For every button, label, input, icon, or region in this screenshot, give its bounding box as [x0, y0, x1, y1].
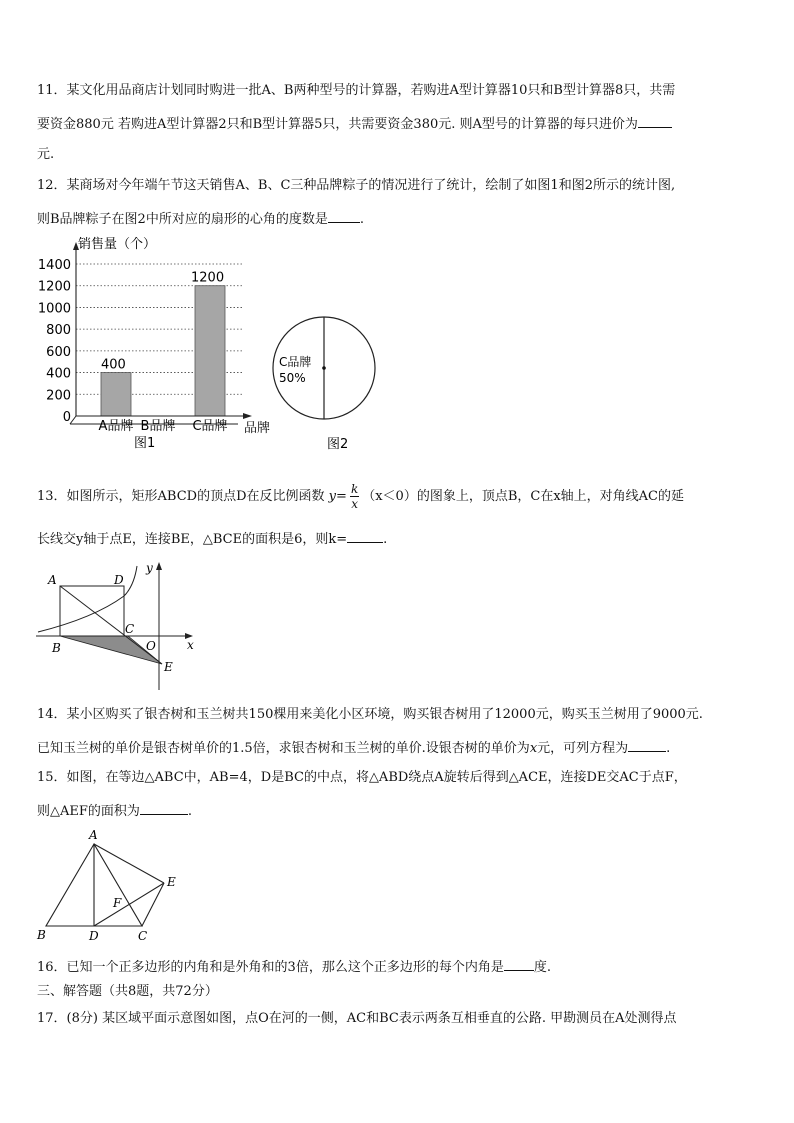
q11-line-2-text: 要资金880元 若购进A型计算器2只和B型计算器5只，共需要资金380元. 则A型号的计算器的每只进价为: [37, 117, 638, 132]
q14-line-2-text-b: 元，可列方程为: [537, 741, 629, 756]
q14-line-2-text-a: 已知玉兰树的单价是银杏树单价的1.5倍，求银杏树和玉兰树的单价.设银杏树的单价为: [37, 741, 530, 756]
q13-func-eq: =: [336, 489, 347, 504]
q15-line-2-end: .: [187, 804, 193, 819]
point-label-c: C: [125, 622, 135, 636]
q14-variable-x: x: [529, 741, 538, 756]
q13-line-1-text-a: 13．如图所示，矩形ABCD的顶点D在反比例函数: [37, 489, 325, 504]
y-tick-label-4: 800: [46, 323, 71, 339]
answer-blank-q12: [328, 210, 360, 223]
point-label-d: D: [89, 929, 99, 943]
bar-chart-figure-1: [30, 232, 280, 454]
figure-2-caption: 图2: [327, 437, 349, 452]
x-category-label-2: C品牌: [192, 419, 228, 434]
point-label-o: O: [146, 639, 156, 653]
q13-fraction-denominator: x: [351, 497, 358, 511]
bar-chart-category-labels: [99, 418, 228, 434]
q13-line-2-text: 长线交y轴于点E，连接BE，△BCE的面积是6，则k=: [37, 532, 348, 547]
point-label-f: F: [113, 896, 122, 910]
q13-fraction: [350, 482, 359, 511]
q13-figure: [34, 558, 204, 693]
x-category-label-0: A品牌: [98, 419, 134, 434]
q14-line-2: [37, 739, 670, 757]
q16-line-1-text: 16．已知一个正多边形的内角和是外角和的3倍，那么这个正多边形的每个内角是: [37, 960, 504, 975]
bar-0: [101, 373, 131, 416]
q15-line-2: [37, 802, 192, 820]
segment-ae: [94, 844, 164, 883]
point-label-a: A: [48, 573, 57, 587]
answer-blank-q15: [140, 802, 188, 815]
q11-line-3: 元.: [37, 147, 55, 162]
point-label-b: B: [52, 641, 61, 655]
q17-line-1: 17．(8分) 某区域平面示意图如图，点O在河的一侧，AC和BC表示两条互相垂直的公路. 甲勘测员在A处测得点: [37, 1011, 677, 1026]
point-label-c: C: [138, 929, 148, 943]
q15-line-1: 15．如图，在等边△ABC中，AB=4，D是BC的中点，将△ABD绕点A旋转后得到△ACE，连接DE交AC于点F，: [37, 770, 687, 785]
x-axis-arrow: [243, 413, 252, 419]
q13-line-1-text-b: （x＜0）的图象上，顶点B，C在x轴上，对角线AC的延: [362, 489, 684, 504]
point-label-e: E: [167, 875, 176, 889]
y-tick-label-7: 1400: [37, 258, 71, 273]
pie-slice-label-c: C品牌: [279, 355, 312, 369]
bar-chart-tick-labels: [38, 258, 71, 425]
q11-line-1: 11．某文化用品商店计划同时购进一批A、B两种型号的计算器，若购进A型计算器10只和B型计算器8只，共需: [37, 83, 676, 98]
q16-line-1-end: 度.: [533, 960, 551, 975]
q12-line-2-end: .: [359, 212, 364, 227]
q13-line-1: [37, 482, 684, 511]
section-3-heading: 三、解答题（共8题，共72分）: [37, 984, 218, 999]
point-label-e: E: [164, 660, 173, 674]
bar-value-label-0: 400: [101, 357, 126, 373]
pie-center-dot: [322, 366, 326, 370]
q13-fraction-numerator: k: [350, 482, 359, 496]
q14-line-2-end: .: [666, 741, 671, 756]
point-label-d: D: [114, 573, 124, 587]
y-tick-label-1: 200: [46, 388, 71, 404]
q15-line-2-text: 则△AEF的面积为: [37, 804, 140, 819]
y-axis-arrow: [156, 562, 162, 570]
y-tick-label-0: 0: [62, 410, 71, 425]
q12-line-2-text: 则B品牌粽子在图2中所对应的扇形的心角的度数是: [37, 212, 328, 227]
bar-chart-y-axis-label: 销售量（个）: [78, 237, 157, 252]
bar-chart-bars: [101, 286, 225, 416]
figure-1-caption: 图1: [134, 436, 156, 451]
answer-blank-q11: [638, 115, 672, 128]
answer-blank-q13: [347, 530, 383, 543]
bar-chart-x-axis-label: 品牌: [244, 421, 271, 436]
q14-line-1: 14．某小区购买了银杏树和玉兰树共150棵用来美化小区环境，购买银杏树用了12000元，购买玉兰树用了9000元.: [37, 707, 703, 722]
point-label-a: A: [89, 828, 98, 842]
y-tick-label-6: 1200: [37, 279, 71, 295]
q16-line-1: [37, 958, 551, 976]
q13-func-y: y: [328, 489, 337, 504]
answer-blank-q16: [504, 958, 534, 971]
q13-line-2-end: .: [383, 532, 388, 547]
axis-label-y: y: [146, 561, 153, 575]
pie-chart-figure-2: [270, 312, 382, 457]
q12-line-2: [37, 210, 364, 228]
bar-2: [195, 286, 225, 416]
q12-line-1: 12．某商场对今年端午节这天销售A、B、C三种品牌粽子的情况进行了统计，绘制了如图1和图2所示的统计图,: [37, 178, 676, 193]
q15-figure: [34, 826, 184, 944]
y-tick-label-2: 400: [46, 366, 71, 382]
q11-line-2: [37, 115, 672, 133]
point-label-b: B: [37, 928, 46, 942]
y-tick-label-3: 600: [46, 344, 71, 360]
q13-line-2: [37, 530, 387, 548]
answer-blank-q14: [628, 739, 666, 752]
x-category-label-1: B品牌: [140, 419, 176, 434]
y-tick-label-5: 1000: [37, 301, 71, 317]
axis-label-x: x: [187, 638, 194, 652]
pie-slice-percent-c: 50%: [279, 371, 306, 385]
bar-value-label-2: 1200: [191, 270, 225, 286]
